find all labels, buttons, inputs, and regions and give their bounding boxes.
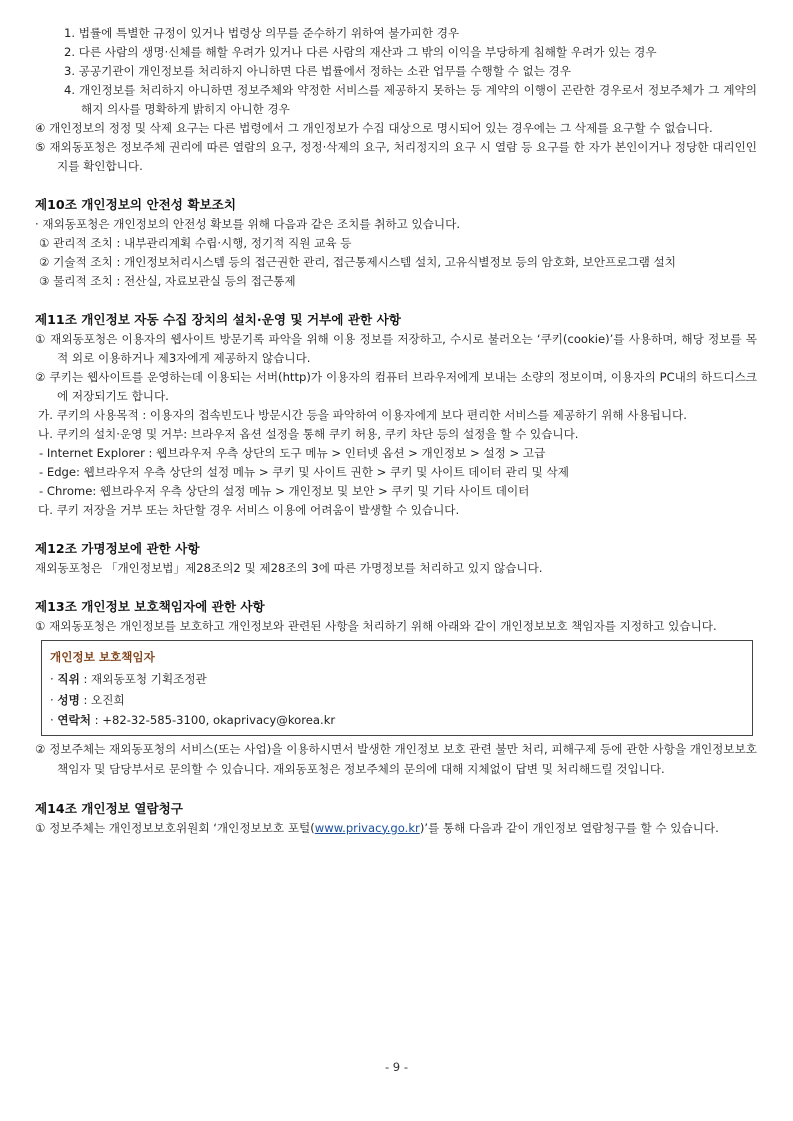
cookie-refusal: 다. 쿠키 저장을 거부 또는 차단할 경우 서비스 이용에 어려움이 발생할 수 있습니다.: [38, 503, 460, 517]
list-item: 2. 다른 사람의 생명·신체를 해할 우려가 있거나 다른 사람의 재산과 그 밖의 이익을 부당하게 침해할 우려가 있는 경우: [64, 45, 657, 59]
name-label: 성명: [57, 692, 80, 707]
article-14-para-1: [35, 819, 757, 838]
article-13-para-1: ① 재외동포청은 개인정보를 보호하고 개인정보와 관련된 사항을 처리하기 위해 아래와 같이 개인정보보호 책임자를 지정하고 있습니다.: [35, 619, 717, 633]
document-page: [35, 24, 757, 838]
article-11-para-2: ② 쿠키는 웹사이트를 운영하는데 이용되는 서버(http)가 이용자의 컴퓨터 브라우저에게 보내는 소량의 정보이며, 이용자의 PC내의 하드디스크에 저장되기도 합니다.: [35, 370, 757, 403]
name-value: : 오진희: [79, 692, 125, 707]
article-10-title: 제10조 개인정보의 안전성 확보조치: [35, 197, 236, 212]
contact-value: : +82-32-585-3100, okaprivacy@korea.kr: [90, 713, 336, 727]
paragraph-5: ⑤ 재외동포청은 정보주체 권리에 따른 열람의 요구, 정정·삭제의 요구, 처리정지의 요구 시 열람 등 요구를 한 자가 본인이거나 정당한 대리인인지를 확인합니다.: [35, 140, 757, 173]
article-11-para-1: ① 재외동포청은 이용자의 웹사이트 방문기록 파악을 위해 이용 정보를 저장하고, 수시로 불러오는 ‘쿠키(cookie)’를 사용하며, 해당 정보를 목적 외로 이용하거나 제3자에게 제공하지 않습니다.: [35, 332, 757, 365]
position-value: : 재외동포청 기획조정관: [79, 672, 207, 686]
article-10-intro: · 재외동포청은 개인정보의 안전성 확보를 위해 다음과 같은 조치를 취하고 있습니다.: [35, 217, 461, 231]
article-11-title: 제11조 개인정보 자동 수집 장치의 설치·운영 및 거부에 관한 사항: [35, 312, 401, 327]
browser-instruction: - Edge: 웹브라우저 우측 상단의 설정 메뉴 > 쿠키 및 사이트 권한 > 쿠키 및 사이트 데이터 관리 및 삭제: [39, 465, 569, 479]
contact-label: 연락처: [57, 713, 91, 727]
measure-item: ② 기술적 조치 : 개인정보처리시스템 등의 접근권한 관리, 접근통제시스템 설치, 고유식별정보 등의 암호화, 보안프로그램 설치: [39, 255, 676, 269]
page-number: - 9 -: [384, 1060, 409, 1074]
measure-item: ① 관리적 조치 : 내부관리계획 수립·시행, 정기적 직원 교육 등: [39, 236, 352, 250]
privacy-officer-title: 개인정보 보호책임자: [50, 650, 155, 664]
article-12-body: 재외동포청은 「개인정보법」제28조의2 및 제28조의 3에 따른 가명정보를 처리하고 있지 않습니다.: [35, 561, 543, 575]
browser-instruction: - Chrome: 웹브라우저 우측 상단의 설정 메뉴 > 개인정보 및 보안 > 쿠키 및 기타 사이트 데이터: [39, 484, 530, 498]
privacy-officer-box: [41, 640, 753, 736]
article-12-title: 제12조 가명정보에 관한 사항: [35, 541, 200, 556]
list-item: 3. 공공기관이 개인정보를 처리하지 아니하면 다른 법률에서 정하는 소관 업무를 수행할 수 없는 경우: [64, 64, 571, 78]
cookie-settings: 나. 쿠키의 설치·운영 및 거부: 브라우저 옵션 설정을 통해 쿠키 허용, 쿠키 차단 등의 설정을 할 수 있습니다.: [38, 427, 579, 441]
privacy-portal-link[interactable]: www.privacy.go.kr: [314, 820, 420, 835]
list-item: 4. 개인정보를 처리하지 아니하면 정보주체와 약정한 서비스를 제공하지 못하는 등 계약의 이행이 곤란한 경우로서 정보주체가 그 계약의 해지 의사를 명확하게 밝히지 아니한 경우: [64, 83, 757, 116]
officer-contact: · 연락처 : +82-32-585-3100, okaprivacy@korea.kr: [50, 713, 336, 727]
article-14-title: 제14조 개인정보 열람청구: [35, 800, 183, 816]
paragraph-4: ④ 개인정보의 정정 및 삭제 요구는 다른 법령에서 그 개인정보가 수집 대상으로 명시되어 있는 경우에는 그 삭제를 요구할 수 없습니다.: [35, 121, 713, 135]
officer-name: · 성명 : 오진희: [50, 692, 125, 707]
article-14-text-pre: ① 정보주체는 개인정보보호위원회 ‘개인정보보호 포털(: [35, 820, 315, 835]
article-13-title: 제13조 개인정보 보호책임자에 관한 사항: [35, 599, 265, 614]
cookie-purpose: 가. 쿠키의 사용목적 : 이용자의 접속빈도나 방문시간 등을 파악하여 이용자에게 보다 편리한 서비스를 제공하기 위해 사용됩니다.: [38, 408, 687, 422]
browser-instruction: - Internet Explorer : 웹브라우저 우측 상단의 도구 메뉴 > 인터넷 옵션 > 개인정보 > 설정 > 고급: [39, 446, 546, 460]
article-14-text-post: )’를 통해 다음과 같이 개인정보 열람청구를 할 수 있습니다.: [419, 820, 719, 835]
list-item: 1. 법률에 특별한 규정이 있거나 법령상 의무를 준수하기 위하여 불가피한 경우: [64, 26, 460, 40]
officer-position: · 직위 : 재외동포청 기획조정관: [50, 672, 207, 686]
article-13-para-2: ② 정보주체는 재외동포청의 서비스(또는 사업)을 이용하시면서 발생한 개인정보 보호 관련 불만 처리, 피해구제 등에 관한 사항을 개인정보보호책임자 및 담당부서로 문의할 수 있습니다. 재외동포청은 정보주체의 문의에 대해 지체없이 답변 및 처리해드릴 것입니다.: [35, 741, 757, 776]
measure-item: ③ 물리적 조치 : 전산실, 자료보관실 등의 접근통제: [39, 274, 296, 288]
position-label: 직위: [57, 672, 80, 686]
